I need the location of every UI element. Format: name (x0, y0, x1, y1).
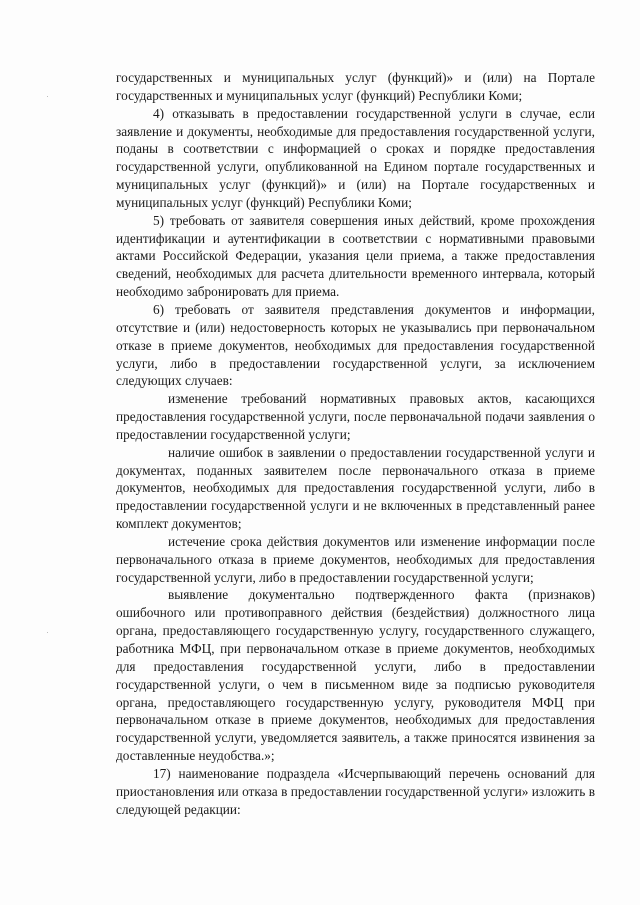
scan-speck (47, 96, 48, 97)
paragraph-item-17: 17) наименование подраздела «Исчерпывающий перечень оснований для приостановления или отказа в предоставлении государственной услуги» изложить в следующей редакции: (116, 765, 595, 817)
paragraph-case-errors: наличие ошибок в заявлении о предоставлении государственной услуги и документах, поданных заявителем после первоначального отказа в приеме документов, необходимых для предоставления государственной услуги, либо в предоставлении государственной услуги и не включенных в представленный ранее комплект документов; (116, 444, 595, 532)
paragraph-continuation: государственных и муниципальных услуг (функций)» и (или) на Портале государственных и муниципальных услуг (функций) Республики Коми; (116, 70, 595, 103)
paragraph-item-5: 5) требовать от заявителя совершения иных действий, кроме прохождения идентификации и аутентификации в соответствии с нормативными правовыми актами Российской Федерации, указания цели приема, а также предоставления сведений, необходимых для расчета длительности временного интервала, который необходимо забронировать для приема. (116, 212, 595, 300)
paragraph-case-expiry: истечение срока действия документов или изменение информации после первоначального отказа в приеме документов, необходимых для предоставления государственной услуги, либо в предоставлении государственной услуги; (116, 533, 595, 585)
paragraph-case-requirements-change: изменение требований нормативных правовых актов, касающихся предоставления государственной услуги, после первоначальной подачи заявления о предоставлении государственной услуги; (116, 391, 595, 442)
scan-speck (47, 632, 48, 633)
paragraph-item-6: 6) требовать от заявителя представления документов и информации, отсутствие и (или) недостоверность которых не указывались при первоначальном отказе в приеме документов, необходимых для предоставления государственной услуги, либо в предоставлении государственной услуги, за исключением следующих случаев: (116, 301, 595, 389)
document-body (116, 69, 595, 818)
paragraph-item-4: 4) отказывать в предоставлении государственной услуги в случае, если заявление и документы, необходимые для предоставления государственной услуги, поданы в соответствии с информацией о сроках и порядке предоставления государственной услуги, опубликованной на Едином портале государственных и муниципальных услуг (функций)» и (или) на Портале государственных и муниципальных услуг (функций) Республики Коми; (116, 105, 595, 210)
paragraph-case-misconduct: выявление документально подтвержденного факта (признаков) ошибочного или противоправного действия (бездействия) должностного лица органа, предоставляющего государственную услугу, государственного служащего, работника МФЦ, при первоначальном отказе в приеме документов, необходимых для предоставления государственной услуги, либо в предоставлении государственной услуги, о чем в письменном виде за подписью руководителя органа, предоставляющего государственную услугу, руководителя МФЦ при первоначальном отказе в приеме документов, необходимых для предоставления государственной услуги, уведомляется заявитель, а также приносятся извинения за доставленные неудобства.»; (116, 587, 595, 764)
